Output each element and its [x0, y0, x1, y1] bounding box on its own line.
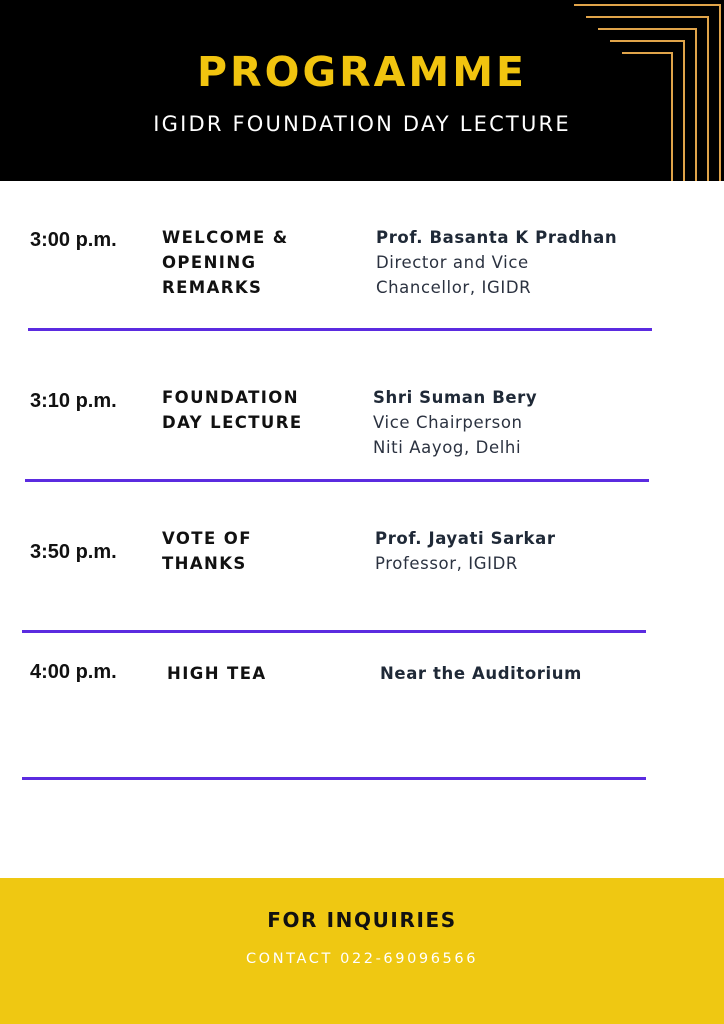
event-line: VOTE OF [162, 529, 252, 548]
event-line: REMARKS [162, 278, 263, 297]
speaker-role: Professor, IGIDR [375, 554, 518, 573]
page-subtitle: IGIDR FOUNDATION DAY LECTURE [153, 112, 571, 136]
footer-title: FOR INQUIRIES [267, 908, 457, 932]
row-time: 3:10 p.m. [30, 390, 117, 412]
row-event [167, 661, 267, 686]
speaker-name: Shri Suman Bery [373, 388, 538, 407]
row-time: 3:00 p.m. [30, 229, 117, 251]
row-event [162, 385, 303, 435]
row-time: 3:50 p.m. [30, 541, 117, 563]
event-line: HIGH TEA [167, 664, 267, 683]
speaker-name: Near the Auditorium [380, 664, 582, 683]
row-divider [28, 328, 652, 331]
header-banner [0, 0, 724, 181]
row-speaker [373, 385, 537, 460]
footer-banner [0, 878, 724, 1024]
row-event [162, 225, 289, 300]
speaker-name: Prof. Jayati Sarkar [375, 529, 556, 548]
speaker-role: Vice Chairperson [373, 413, 523, 432]
page-title: PROGRAMME [196, 48, 528, 96]
event-line: DAY LECTURE [162, 413, 303, 432]
speaker-name: Prof. Basanta K Pradhan [376, 228, 618, 247]
footer-contact: CONTACT 022-69096566 [245, 951, 479, 967]
event-line: FOUNDATION [162, 388, 299, 407]
speaker-role: Chancellor, IGIDR [376, 278, 532, 297]
row-divider [22, 777, 646, 780]
row-speaker [380, 661, 582, 686]
speaker-role: Director and Vice [376, 253, 529, 272]
row-event [162, 526, 252, 576]
event-line: WELCOME & [162, 228, 289, 247]
speaker-role: Niti Aayog, Delhi [373, 438, 522, 457]
row-divider [25, 479, 649, 482]
event-line: OPENING [162, 253, 257, 272]
row-divider [22, 630, 646, 633]
row-speaker [375, 526, 556, 576]
row-time: 4:00 p.m. [30, 661, 117, 683]
row-speaker [376, 225, 617, 300]
event-line: THANKS [162, 554, 247, 573]
corner-lines-decoration-icon [574, 0, 724, 181]
